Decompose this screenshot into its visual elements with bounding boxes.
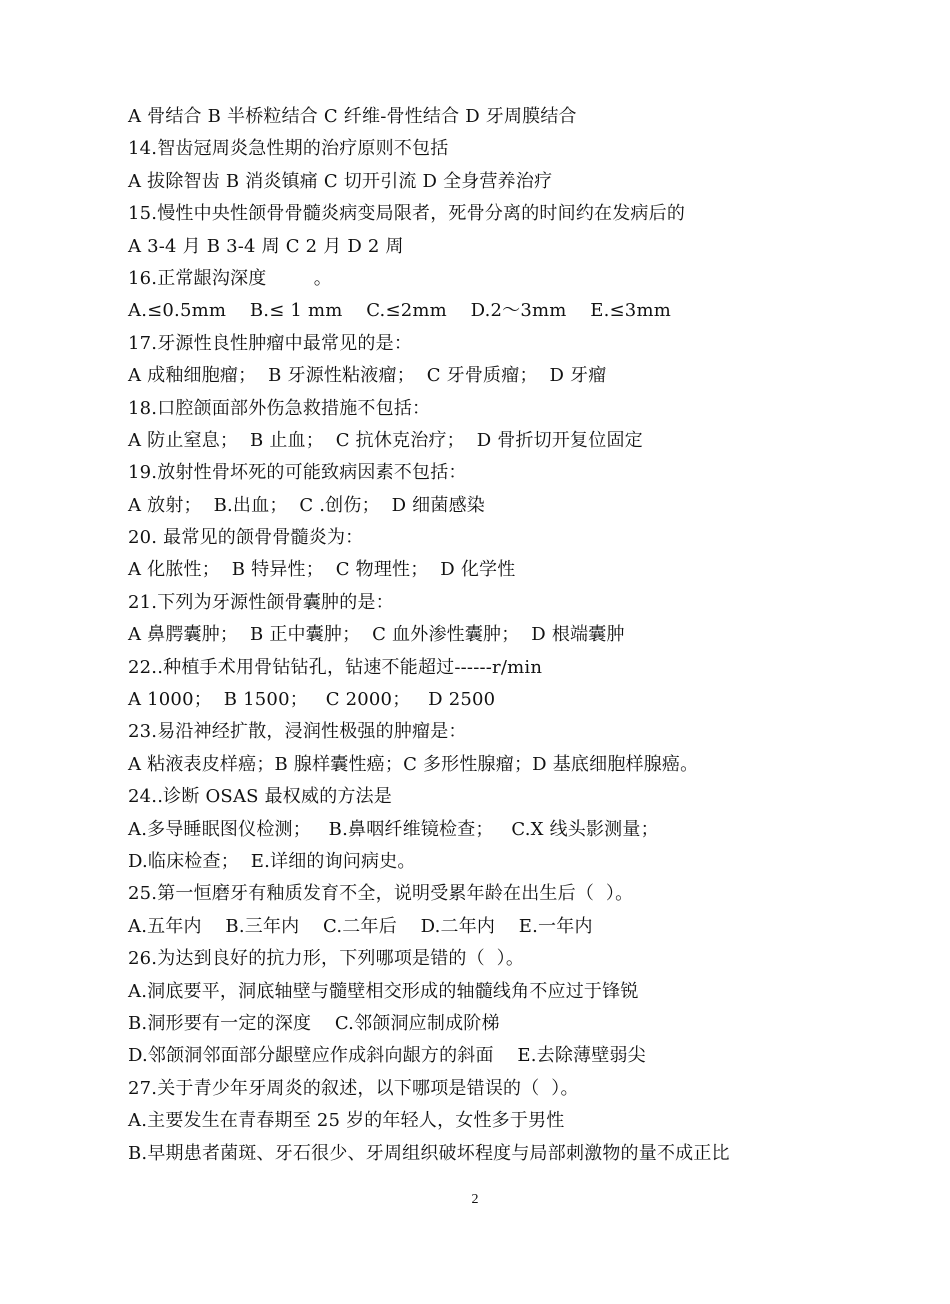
- options-22: A 1000； B 1500； C 2000； D 2500: [128, 689, 496, 711]
- question-19: 19.放射性骨坏死的可能致病因素不包括：: [128, 462, 467, 484]
- options-14: A 拔除智齿 B 消炎镇痛 C 切开引流 D 全身营养治疗: [128, 170, 553, 192]
- options-20: A 化脓性； B 特异性； C 物理性； D 化学性: [128, 559, 516, 581]
- question-14: 14.智齿冠周炎急性期的治疗原则不包括: [128, 138, 449, 160]
- text-line: A 骨结合 B 半桥粒结合 C 纤维-骨性结合 D 牙周膜结合: [128, 106, 577, 127]
- options-26-bc: B.洞形要有一定的深度 C.邻颌洞应制成阶梯: [128, 1012, 500, 1034]
- options-19: A 放射； B.出血； C .创伤； D 细菌感染: [128, 494, 485, 516]
- question-16: 16.正常龈沟深度 。: [128, 267, 332, 289]
- question-22: 22..种植手术用骨钻钻孔，钻速不能超过------r/min: [128, 656, 543, 678]
- question-21: 21.下列为牙源性颌骨囊肿的是：: [128, 591, 394, 613]
- options-24-part2: D.临床检查； E.详细的询问病史。: [128, 850, 416, 872]
- question-20: 20. 最常见的颌骨骨髓炎为：: [128, 527, 364, 549]
- options-23: A 粘液表皮样癌；B 腺样囊性癌；C 多形性腺瘤；D 基底细胞样腺癌。: [128, 753, 699, 775]
- options-15: A 3-4 月 B 3-4 周 C 2 月 D 2 周: [128, 235, 404, 257]
- question-15: 15.慢性中央性颌骨骨髓炎病变局限者，死骨分离的时间约在发病后的: [128, 203, 686, 225]
- question-18: 18.口腔颌面部外伤急救措施不包括：: [128, 397, 431, 419]
- question-25: 25.第一恒磨牙有釉质发育不全，说明受累年龄在出生后（ ）。: [128, 883, 634, 905]
- options-26-de: D.邻颌洞邻面部分龈壁应作成斜向龈方的斜面 E.去除薄壁弱尖: [128, 1045, 646, 1067]
- question-26: 26.为达到良好的抗力形，下列哪项是错的（ ）。: [128, 948, 525, 970]
- options-24-part1: A.多导睡眠图仪检测； B.鼻咽纤维镜检查； C.X 线头影测量；: [128, 818, 659, 840]
- options-27-b: B.早期患者菌斑、牙石很少、牙周组织破坏程度与局部刺激物的量不成正比: [128, 1142, 730, 1164]
- options-18: A 防止窒息； B 止血； C 抗休克治疗； D 骨折切开复位固定: [128, 429, 643, 451]
- question-17: 17.牙源性良性肿瘤中最常见的是：: [128, 332, 413, 354]
- options-25: A.五年内 B.三年内 C.二年后 D.二年内 E.一年内: [128, 915, 593, 937]
- question-text-block: [128, 101, 828, 1170]
- options-27-a: A.主要发生在青春期至 25 岁的年轻人，女性多于男性: [128, 1110, 565, 1132]
- question-27: 27.关于青少年牙周炎的叙述，以下哪项是错误的（ ）。: [128, 1077, 579, 1099]
- options-21: A 鼻腭囊肿； B 正中囊肿； C 血外渗性囊肿； D 根端囊肿: [128, 624, 625, 646]
- options-16: A.≤0.5mm B.≤ 1 mm C.≤2mm D.2～3mm E.≤3mm: [128, 300, 671, 322]
- question-23: 23.易沿神经扩散，浸润性极强的肿瘤是：: [128, 721, 467, 743]
- page-number: 2: [471, 1192, 479, 1207]
- question-24: 24..诊断 OSAS 最权威的方法是: [128, 786, 393, 808]
- options-26-a: A.洞底要平，洞底轴壁与髓壁相交形成的轴髓线角不应过于锋锐: [128, 980, 639, 1002]
- options-17: A 成釉细胞瘤； B 牙源性粘液瘤； C 牙骨质瘤； D 牙瘤: [128, 365, 607, 387]
